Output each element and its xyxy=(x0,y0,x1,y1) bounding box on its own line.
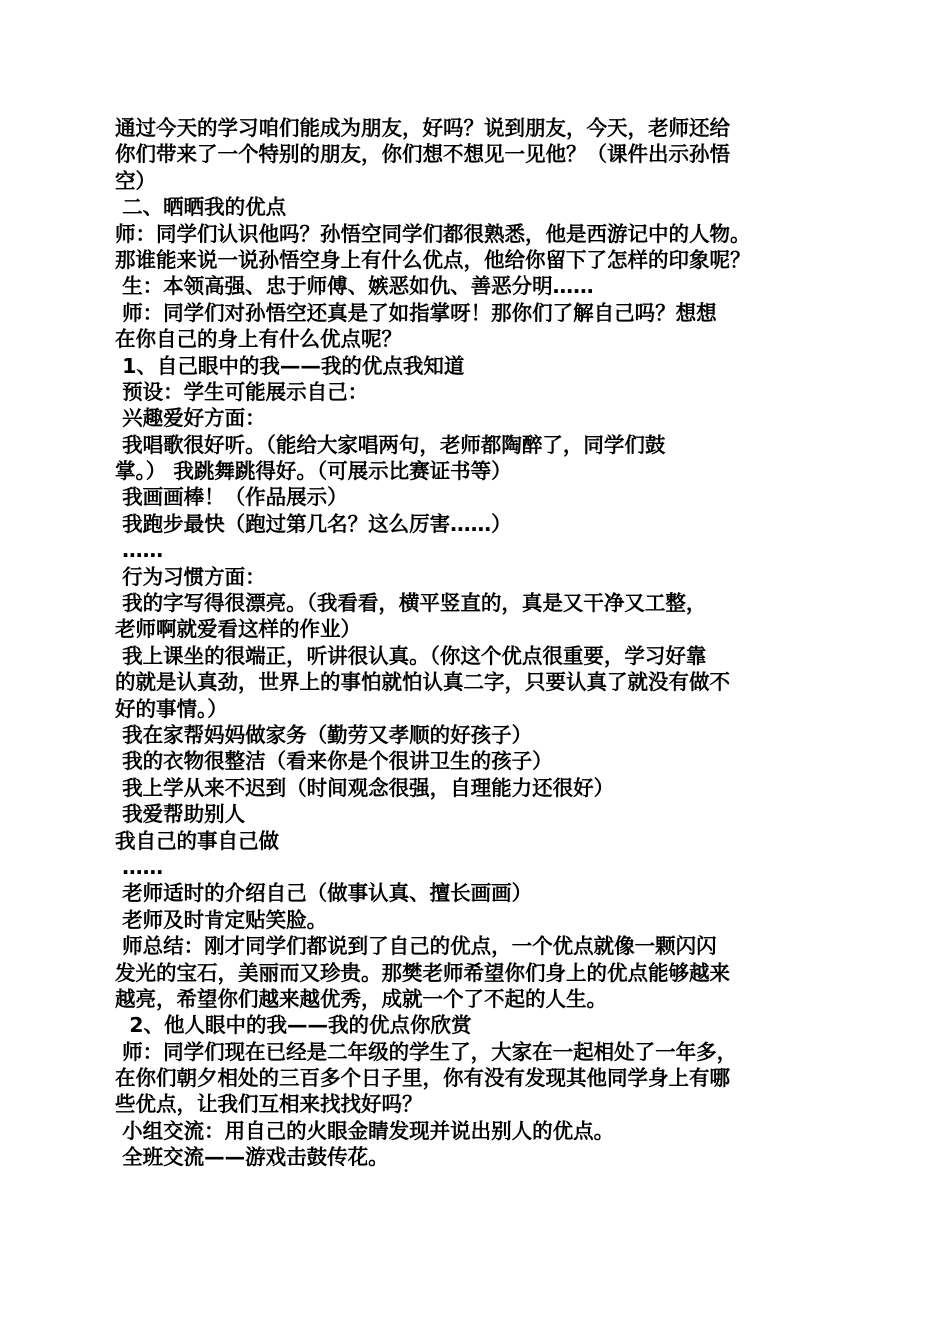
text-line: 我画画棒！（作品展示） xyxy=(115,485,348,510)
document-body xyxy=(115,115,840,1171)
text-line: 师总结：刚才同学们都说到了自己的优点，一个优点就像一颗闪闪 xyxy=(115,934,717,959)
text-line: 我上学从来不迟到（时间观念很强，自理能力还很好） xyxy=(115,775,615,800)
text-line: …… xyxy=(115,538,164,563)
text-line: 预设：学生可能展示自己： xyxy=(115,379,369,404)
text-line: 生：本领高强、忠于师傅、嫉恶如仇、善恶分明…… xyxy=(115,274,594,299)
text-line: 在你们朝夕相处的三百多个日子里，你有没有发现其他同学身上有哪 xyxy=(115,1066,730,1091)
text-line: 师：同学们现在已经是二年级的学生了，大家在一起相处了一年多， xyxy=(115,1039,738,1064)
text-line: 我的衣物很整洁（看来你是个很讲卫生的孩子） xyxy=(115,749,553,774)
text-line: 些优点，让我们互相来找找好吗？ xyxy=(115,1092,423,1117)
text-line: 全班交流——游戏击鼓传花。 xyxy=(115,1145,389,1170)
text-line: 老师啊就爱看这样的作业） xyxy=(115,617,361,642)
text-line: …… xyxy=(115,854,164,879)
text-line: 小组交流：用自己的火眼金睛发现并说出别人的优点。 xyxy=(115,1118,615,1143)
text-line: 我唱歌很好听。（能给大家唱两句，老师都陶醉了，同学们鼓 xyxy=(115,432,666,457)
text-line: 空） xyxy=(115,168,156,193)
text-line: 的就是认真劲，世界上的事怕就怕认真二字，只要认真了就没有做不 xyxy=(115,670,730,695)
text-line: 好的事情。） xyxy=(115,696,228,721)
text-line: 师：同学们对孙悟空还真是了如指掌呀！那你们了解自己吗？想想 xyxy=(115,300,717,325)
text-line: 你们带来了一个特别的朋友，你们想不想见一见他？（课件出示孙悟 xyxy=(115,142,730,167)
text-line: 我爱帮助别人 xyxy=(115,802,246,827)
subsection-heading: 1、自己眼中的我——我的优点我知道 xyxy=(115,353,465,378)
text-line: 在你自己的身上有什么优点呢？ xyxy=(115,327,402,352)
text-line: 我在家帮妈妈做家务（勤劳又孝顺的好孩子） xyxy=(115,722,533,747)
text-line: 发光的宝石，美丽而又珍贵。那樊老师希望你们身上的优点能够越来 xyxy=(115,960,730,985)
text-line: 那谁能来说一说孙悟空身上有什么优点，他给你留下了怎样的印象呢？ xyxy=(115,247,751,272)
section-heading: 二、晒晒我的优点 xyxy=(115,195,287,220)
text-line: 我上课坐的很端正，听讲很认真。（你这个优点很重要，学习好靠 xyxy=(115,643,707,668)
text-line: 老师及时肯定贴笑脸。 xyxy=(115,907,328,932)
text-line: 兴趣爱好方面： xyxy=(115,406,266,431)
text-line: 我跑步最快（跑过第几名？这么厉害……） xyxy=(115,511,512,536)
text-line: 我的字写得很漂亮。（我看看，横平竖直的，真是又干净又工整， xyxy=(115,591,707,616)
text-line: 掌。） 我跳舞跳得好。（可展示比赛证书等） xyxy=(115,459,512,484)
text-line: 越亮，希望你们越来越优秀，成就一个了不起的人生。 xyxy=(115,986,607,1011)
text-line: 师：同学们认识他吗？孙悟空同学们都很熟悉，他是西游记中的人物。 xyxy=(115,221,751,246)
text-line: 老师适时的介绍自己（做事认真、擅长画画） xyxy=(115,881,533,906)
text-line: 行为习惯方面： xyxy=(115,564,266,589)
text-line: 我自己的事自己做 xyxy=(115,828,279,853)
text-line: 通过今天的学习咱们能成为朋友，好吗？说到朋友，今天，老师还给 xyxy=(115,116,730,140)
subsection-heading: 2、他人眼中的我——我的优点你欣赏 xyxy=(115,1013,472,1038)
